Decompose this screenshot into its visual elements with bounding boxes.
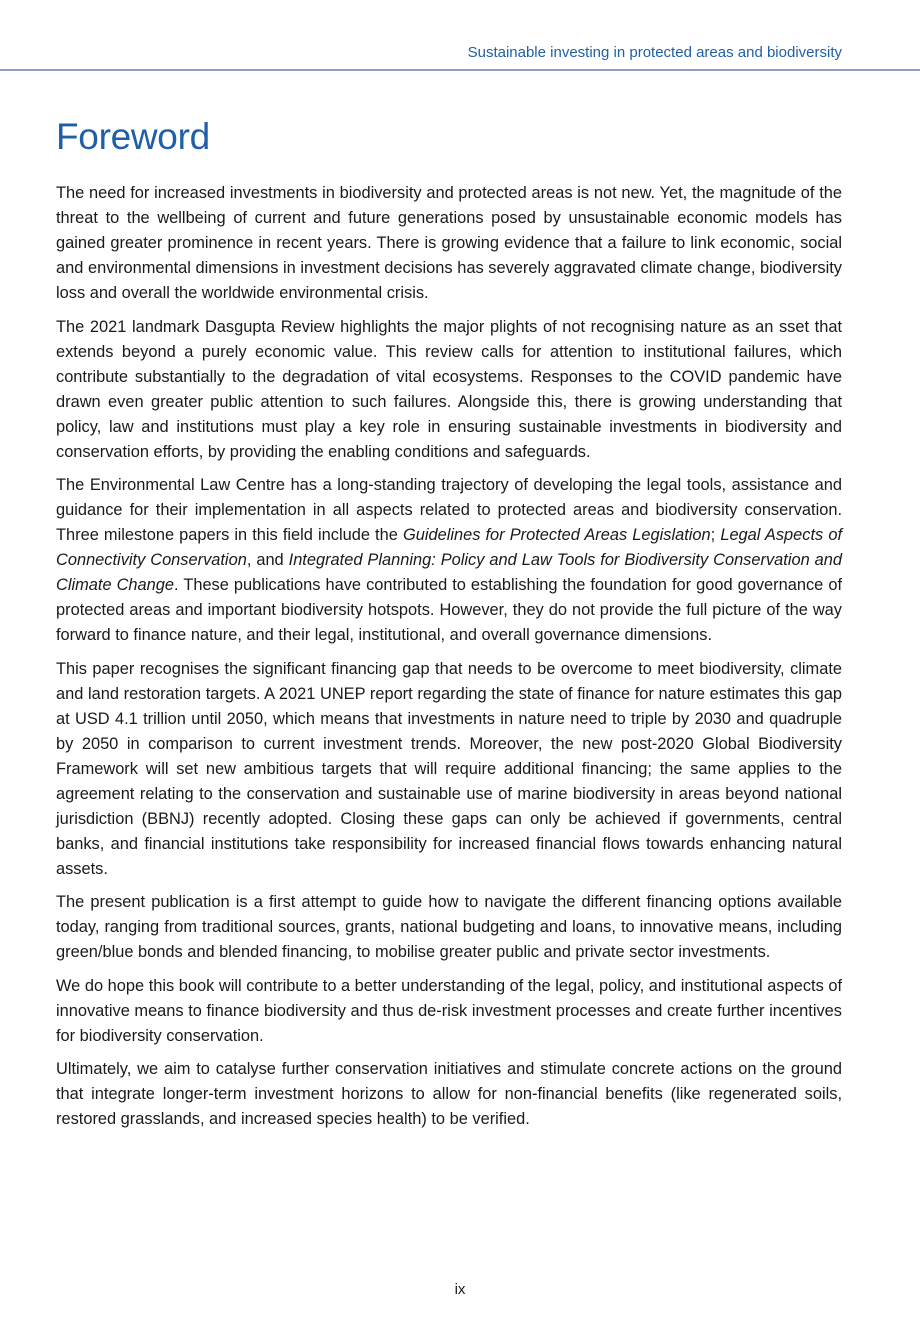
paragraph-6: We do hope this book will contribute to a better understanding of the legal, policy, and institutional aspects of innovative means to finance biodiversity and thus de-risk investment processes and create further incentives for biodiversity conservation. <box>56 976 842 1045</box>
paragraph-5: The present publication is a first attempt to guide how to navigate the different financing options available today, ranging from traditional sources, grants, national budgeting and loans, to innovative means, including green/blue bonds and blended financing, to mobilise greater public and private sector investments. <box>56 893 842 961</box>
header-divider <box>0 69 920 71</box>
paragraph-4: This paper recognises the significant financing gap that needs to be overcome to meet biodiversity, climate and land restoration targets. A 2021 UNEP report regarding the state of finance for nature estimates this gap at USD 4.1 trillion until 2050, which means that investments in nature need to triple by 2030 and quadruple by 2050 in comparison to current investment trends. Moreover, the new post-2020 Global Biodiversity Framework will set new ambitious targets that will require additional financing; the same applies to the agreement relating to the conservation and sustainable use of marine biodiversity in areas beyond national jurisdiction (BBNJ) recently adopted. Closing these gaps can only be achieved if governments, central banks, and financial institutions take responsibility for increased financial flows towards enhancing natural assets. <box>56 659 842 878</box>
paragraph-7: Ultimately, we aim to catalyse further conservation initiatives and stimulate concrete actions on the ground that integrate longer-term investment horizons to allow for non-financial benefits (like regenerated soils, restored grasslands, and increased species health) to be verified. <box>56 1060 842 1128</box>
publication-title-integrated-planning: Integrated Planning: Policy and Law Tools for Biodiversity Conservation and Climate Change <box>56 551 842 594</box>
paragraph-3-separator-2: , and <box>246 551 289 569</box>
publication-title-connectivity: Legal Aspects of Connectivity Conservation <box>56 526 842 569</box>
page-number: ix <box>454 1281 466 1298</box>
running-header: Sustainable investing in protected areas and biodiversity <box>467 44 842 61</box>
paragraph-1: The need for increased investments in biodiversity and protected areas is not new. Yet, the magnitude of the threat to the wellbeing of current and future generations posed by unsustainable economic models has gained greater prominence in recent years. There is growing evidence that a failure to link economic, social and environmental dimensions in investment decisions has severely aggravated climate change, biodiversity loss and overall the worldwide environmental crisis. <box>56 184 842 302</box>
paragraph-3-separator-1: ; <box>710 526 721 544</box>
page-title: Foreword <box>56 116 210 157</box>
paragraph-2: The 2021 landmark Dasgupta Review highlights the major plights of not recognising nature as an sset that extends beyond a purely economic value. This review calls for attention to institutional failures, which contribute substantially to the degradation of vital ecosystems. Responses to the COVID pandemic have drawn even greater public attention to such failures. Alongside this, there is growing understanding that policy, law and institutions must play a key role in ensuring sustainable investments in biodiversity and conservation efforts, by providing the enabling conditions and safeguards. <box>56 317 842 461</box>
paragraph-3 <box>56 473 842 648</box>
paragraph-3-intro: The Environmental Law Centre has a long-standing trajectory of developing the legal tools, assistance and guidance for their implementation in all aspects related to protected areas and biodiversity conservation. Three milestone papers in this field include the <box>56 476 842 544</box>
paragraph-3-rest: . These publications have contributed to establishing the foundation for good governance of protected areas and important biodiversity hotspots. However, they do not provide the full picture of the way forward to finance nature, and their legal, institutional, and overall governance dimensions. <box>56 576 842 644</box>
foreword-body <box>56 181 842 1141</box>
publication-title-guidelines: Guidelines for Protected Areas Legislation <box>402 526 711 544</box>
